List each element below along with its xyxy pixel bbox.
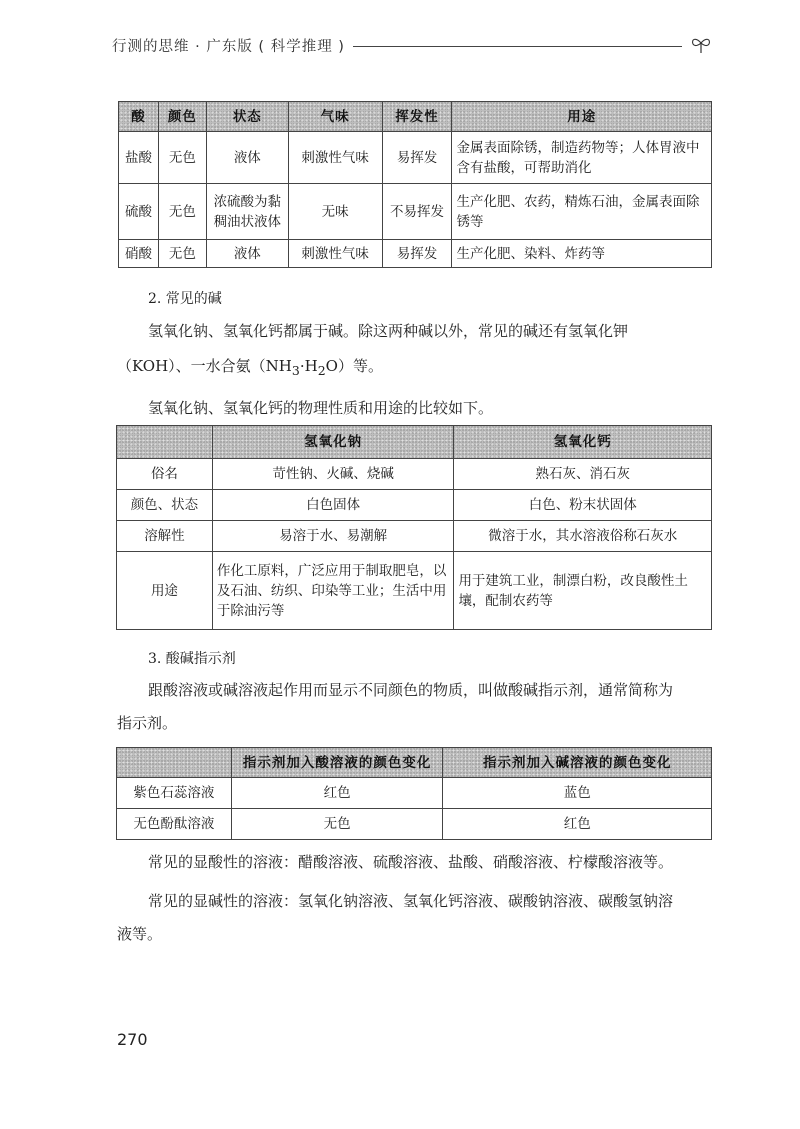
table-cell: 生产化肥、染料、炸药等 xyxy=(452,240,712,268)
table-cell: 蓝色 xyxy=(443,778,712,809)
table-cell: 盐酸 xyxy=(119,132,159,184)
table-cell: 不易挥发 xyxy=(382,184,452,240)
table-cell: 无味 xyxy=(288,184,382,240)
header-rule xyxy=(353,46,682,47)
table-cell: 作化工原料，广泛应用于制取肥皂，以及石油、纺织、印染等工业；生活中用于除油污等 xyxy=(212,552,454,630)
table-header-row xyxy=(117,426,712,459)
table-row xyxy=(117,809,712,840)
paragraph xyxy=(148,885,718,918)
header-cell: 用途 xyxy=(452,102,712,132)
paragraph-text: 跟酸溶液或碱溶液起作用而显示不同颜色的物质，叫做酸碱指示剂，通常简称为 xyxy=(148,681,674,699)
table-cell: 生产化肥、农药，精炼石油，金属表面除锈等 xyxy=(452,184,712,240)
header-cell: 挥发性 xyxy=(382,102,452,132)
paragraph-text: O）等。 xyxy=(325,357,383,375)
paragraph xyxy=(117,918,717,951)
header-cell: 颜色 xyxy=(158,102,206,132)
table-cell: 刺激性气味 xyxy=(288,240,382,268)
table-cell: 用途 xyxy=(117,552,213,630)
header-cell xyxy=(117,748,232,778)
table-row xyxy=(117,778,712,809)
header-cell: 氢氧化钠 xyxy=(212,426,454,459)
table-cell: 紫色石蕊溶液 xyxy=(117,778,232,809)
table-row xyxy=(117,552,712,630)
table-cell: 苛性钠、火碱、烧碱 xyxy=(212,459,454,490)
paragraph-text: 液等。 xyxy=(117,925,163,943)
table-row xyxy=(117,521,712,552)
table-cell: 易溶于水、易潮解 xyxy=(212,521,454,552)
paragraph-text: （KOH）、一水合氨（NH xyxy=(117,357,292,375)
table-cell: 无色 xyxy=(158,184,206,240)
table-cell: 白色、粉末状固体 xyxy=(454,490,712,521)
table-cell: 易挥发 xyxy=(382,240,452,268)
table-cell: 硝酸 xyxy=(119,240,159,268)
paragraph-text: 氢氧化钠、氢氧化钙都属于碱。除这两种碱以外，常见的碱还有氢氧化钾 xyxy=(148,322,629,340)
table-row xyxy=(117,459,712,490)
table-cell: 溶解性 xyxy=(117,521,213,552)
sprout-icon xyxy=(690,35,712,55)
table-cell: 硫酸 xyxy=(119,184,159,240)
section-heading: 2. 常见的碱 xyxy=(148,291,222,307)
paragraph-text: 指示剂。 xyxy=(117,714,178,732)
table-cell: 无色酚酞溶液 xyxy=(117,809,232,840)
table-row xyxy=(119,240,712,268)
header-cell: 气味 xyxy=(288,102,382,132)
header-cell: 状态 xyxy=(206,102,288,132)
page-number: 270 xyxy=(117,1030,148,1049)
subscript: 3 xyxy=(291,363,300,378)
paragraph xyxy=(117,350,717,387)
table-cell: 液体 xyxy=(206,240,288,268)
header-cell: 指示剂加入碱溶液的颜色变化 xyxy=(443,748,712,778)
paragraph-text: 常见的显碱性的溶液：氢氧化钠溶液、氢氧化钙溶液、碳酸钠溶液、碳酸氢钠溶 xyxy=(148,892,674,910)
table-cell: 俗名 xyxy=(117,459,213,490)
base-comparison-table xyxy=(116,425,712,630)
paragraph-text: ·H xyxy=(299,357,318,375)
table-cell: 颜色、状态 xyxy=(117,490,213,521)
table-cell: 易挥发 xyxy=(382,132,452,184)
paragraph xyxy=(148,315,718,348)
table-cell: 用于建筑工业，制漂白粉，改良酸性土壤，配制农药等 xyxy=(454,552,712,630)
paragraph xyxy=(148,674,718,707)
header-title: 行测的思维 · 广东版 ( 科学推理 ) xyxy=(112,38,345,55)
table-cell: 无色 xyxy=(158,132,206,184)
table-cell: 金属表面除锈，制造药物等；人体胃液中含有盐酸，可帮助消化 xyxy=(452,132,712,184)
header-cell xyxy=(117,426,213,459)
table-header-row xyxy=(119,102,712,132)
table-cell: 熟石灰、消石灰 xyxy=(454,459,712,490)
running-header xyxy=(112,30,712,60)
table-row xyxy=(119,132,712,184)
table-cell: 浓硫酸为黏稠油状液体 xyxy=(206,184,288,240)
table-row xyxy=(119,184,712,240)
header-cell: 氢氧化钙 xyxy=(454,426,712,459)
paragraph xyxy=(148,392,718,425)
table-cell: 红色 xyxy=(443,809,712,840)
subscript: 2 xyxy=(317,363,326,378)
header-cell: 指示剂加入酸溶液的颜色变化 xyxy=(231,748,443,778)
paragraph xyxy=(148,846,718,879)
table-cell: 微溶于水，其水溶液俗称石灰水 xyxy=(454,521,712,552)
table-cell: 红色 xyxy=(231,778,443,809)
header-cell: 酸 xyxy=(119,102,159,132)
table-cell: 刺激性气味 xyxy=(288,132,382,184)
acid-table xyxy=(118,101,712,268)
table-row xyxy=(117,490,712,521)
table-header-row xyxy=(117,748,712,778)
paragraph-text: 氢氧化钠、氢氧化钙的物理性质和用途的比较如下。 xyxy=(148,399,494,417)
table-cell: 无色 xyxy=(158,240,206,268)
indicator-table xyxy=(116,747,712,840)
section-heading: 3. 酸碱指示剂 xyxy=(148,651,236,667)
paragraph xyxy=(117,707,717,740)
table-cell: 液体 xyxy=(206,132,288,184)
table-cell: 无色 xyxy=(231,809,443,840)
paragraph-text: 常见的显酸性的溶液：醋酸溶液、硫酸溶液、盐酸、硝酸溶液、柠檬酸溶液等。 xyxy=(148,853,674,871)
table-cell: 白色固体 xyxy=(212,490,454,521)
